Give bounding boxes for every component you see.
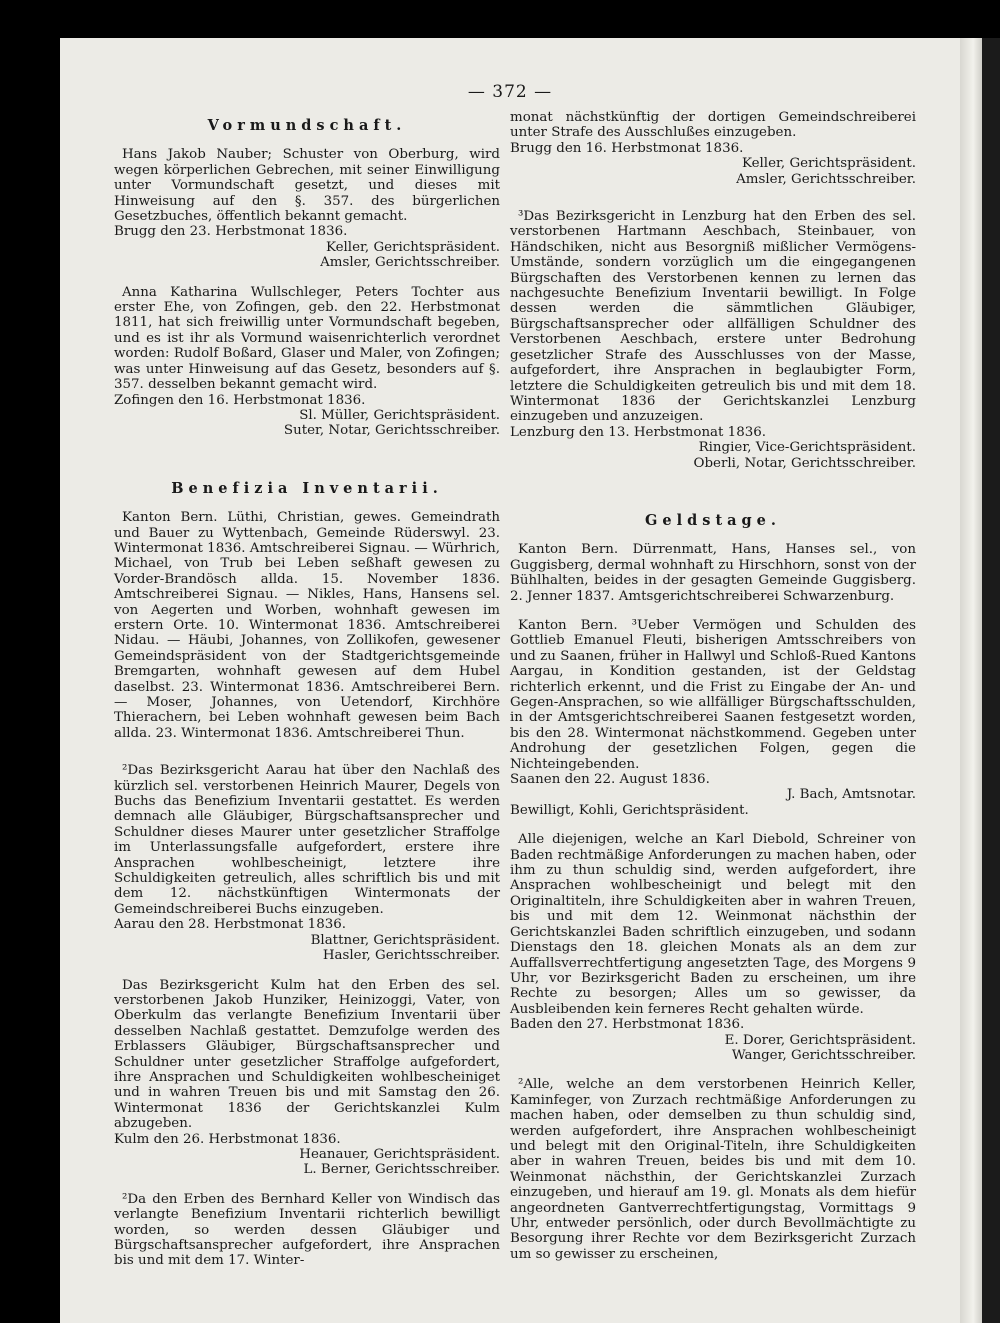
notice-text: ²Da den Erben des Bernhard Keller von Windisch das verlangte Benefizium Inventarii richterlich bewilligt worden, so werden dessen Gläubiger und Bürgschaftsansprecher aufgefordert, ihre Ansprachen bis und mit dem 17. Winter- <box>114 1191 500 1269</box>
notice-dateline: Lenzburg den 13. Herbstmonat 1836. <box>510 424 767 440</box>
notice-signature: Hasler, Gerichtsschreiber. <box>322 948 500 964</box>
section-heading-vormundschaft: Vormundschaft. <box>207 117 407 134</box>
right-column <box>510 110 916 1262</box>
notice-text: Das Bezirksgericht Kulm hat den Erben des sel. verstorbenen Jakob Hunziker, Heinizoggi, Vater, von Oberkulm das verlangte Benefizium Inventarii über desselben Nachlaß gestattet. Demzufolge werden des Erblassers Gläubiger, Bürgschaftsansprecher und Schuldner unter gesetzlicher Straffolge aufgefordert, ihre Ansprachen und Schuldigkeiten wohlbescheiniget und in wahren Treuen bis und mit Samstag den 26. Wintermonat 1836 der Gerichtskanzlei Kulm abzugeben. <box>114 977 500 1132</box>
notice-signature: Ringier, Vice-Gerichtspräsident. <box>698 440 916 456</box>
newspaper-page <box>60 38 960 1323</box>
notice-dateline: Zofingen den 16. Herbstmonat 1836. <box>114 392 366 408</box>
notice-signature: Amsler, Gerichtsschreiber. <box>736 171 916 187</box>
section-heading-benefizia: Benefizia Inventarii. <box>171 479 443 497</box>
notice-text: Hans Jakob Nauber; Schuster von Oberburg, wird wegen körperlichen Gebrechen, mit seiner Einwilligung unter Vormundschaft gesetzt, und dieses mit Hinweisung auf den §. 357. des bürgerlichen Gesetzbuches, öffentlich bekannt gemacht. <box>114 147 500 225</box>
notice-signature: Keller, Gerichtspräsident. <box>741 156 916 172</box>
notice-signature: Oberli, Notar, Gerichtsschreiber. <box>693 455 916 471</box>
notice-signature: L. Berner, Gerichtsschreiber. <box>303 1162 500 1178</box>
notice-dateline: Brugg den 16. Herbstmonat 1836. <box>510 140 744 156</box>
left-column <box>114 110 500 1269</box>
notice-signature: Wanger, Gerichtsschreiber. <box>731 1047 916 1063</box>
notice-text: Kanton Bern. ³Ueber Vermögen und Schulden des Gottlieb Emanuel Fleuti, bisherigen Amtsschreibers von und zu Saanen, früher in Hallwyl und Schloß-Rued Kantons Aargau, in Kondition gestanden, ist der Geldstag richterlich erkennt, und die Frist zu Eingabe der An- und Gegen-Ansprachen, so wie allfälliger Bürgschaftsschulden, in der Amtsgerichtschreiberei Saanen festgesetzt worden, bis den 28. Wintermonat nächstkommend. Gegeben unter Androhung der gesetzlichen Folgen, gegen die Nichteingebenden. <box>510 617 916 772</box>
notice-text: Alle diejenigen, welche an Karl Diebold, Schreiner von Baden rechtmäßige Anforderungen zu machen haben, oder ihm zu thun schuldig sind, werden aufgefordert, ihre Ansprachen wohlbescheinigt und belegt mit den Originaltiteln, ihre Schuldigkeiten aber in wahren Treuen, bis und mit dem 12. Weinmonat nächsthin der Gerichtskanzlei Baden schriftlich einzugeben, und sodann Dienstags den 18. gleichen Monats als an dem zur Auffallsverrechtfertigung angesetzten Tage, des Morgens 9 Uhr, vor Bezirksgericht Baden zu erscheinen, um ihre Rechte zu besorgen; Alles um so gewisser, da Ausbleibenden kein ferneres Recht gehalten würde. <box>510 832 916 1017</box>
notice-dateline: Saanen den 22. August 1836. <box>510 772 710 788</box>
scan-border <box>982 38 1000 1323</box>
section-heading-geldstage: Geldstage. <box>645 511 781 529</box>
notice-dateline: Aarau den 28. Herbstmonat 1836. <box>114 917 347 933</box>
notice-dateline: Kulm den 26. Herbstmonat 1836. <box>114 1131 341 1147</box>
notice-signature: Heanauer, Gerichtspräsident. <box>299 1146 500 1162</box>
notice-text: ²Das Bezirksgericht Aarau hat über den Nachlaß des kürzlich sel. verstorbenen Heinrich Maurer, Degels von Buchs das Benefizium Inventarii gestattet. Es werden demnach alle Gläubiger, Bürgschaftsansprecher und Schuldner dieses Maurer unter gesetzlicher Straffolge im Unterlassungsfalle aufgefordert, erstere ihre Ansprachen wohlbescheinigt, letztere ihre Schuldigkeiten getreulich, alles schriftlich bis und mit dem 12. nächstkünftigen Wintermonats der Gemeindschreiberei Buchs einzugeben. <box>114 763 500 917</box>
page-number: — 372 — <box>467 82 553 102</box>
page-edge <box>960 38 982 1323</box>
notice-continuation: monat nächstkünftig der dortigen Gemeindschreiberei unter Strafe des Ausschlußes einzugeben. <box>510 110 916 141</box>
notice-dateline: Baden den 27. Herbstmonat 1836. <box>510 1017 745 1033</box>
notice-dateline: Brugg den 23. Herbstmonat 1836. <box>114 224 348 240</box>
notice-signature: Blattner, Gerichtspräsident. <box>310 932 500 948</box>
notice-signature: Amsler, Gerichtsschreiber. <box>320 255 500 271</box>
notice-text: Kanton Bern. Dürrenmatt, Hans, Hanses sel., von Guggisberg, dermal wohnhaft zu Hirschhorn, sonst von der Bühlhalten, beides in der gesagten Gemeinde Guggisberg. 2. Jenner 1837. Amtsgerichtschreiberei Schwarzenburg. <box>510 542 916 604</box>
notice-signature: Keller, Gerichtspräsident. <box>325 239 500 255</box>
notice-signature: J. Bach, Amtsnotar. <box>786 787 916 803</box>
notice-approval: Bewilligt, Kohli, Gerichtspräsident. <box>510 802 749 818</box>
notice-text: ²Alle, welche an dem verstorbenen Heinrich Keller, Kaminfeger, von Zurzach rechtmäßige Anforderungen zu machen haben, oder demselben zu thun schuldig sind, werden aufgefordert, ihre Ansprachen wohlbescheinigt und belegt mit den Original-Titeln, ihre Schuldigkeiten aber in wahren Treuen, beides bis und mit dem 10. Weinmonat nächsthin, der Gerichtskanzlei Zurzach einzugeben, und hierauf am 19. gl. Monats als dem hiefür angeordneten Gantverrechtfertigungstag, Vormittags 9 Uhr, entweder persönlich, oder durch Bevollmächtigte zu Besorgung ihrer Rechte vor dem Bezirksgericht Zurzach um so gewisser zu erscheinen, <box>510 1077 916 1262</box>
notice-text: Kanton Bern. Lüthi, Christian, gewes. Gemeindrath und Bauer zu Wyttenbach, Gemeinde Rüderswyl. 23. Wintermonat 1836. Amtschreiberei Signau. — Würhrich, Michael, von Trub bei Leben seßhaft gewesen zu Vorder-Brandösch allda. 15. November 1836. Amtschreiberei Signau. — Nikles, Hans, Hansens sel. von Aegerten und Worben, wohnhaft gewesen im erstern Orte. 10. Wintermonat 1836. Amtschreiberei Nidau. — Häubi, Johannes, von Zollikofen, gewesener Gemeindspräsident von der Stadtgerichtsgemeinde Bremgarten, wohnhaft gewesen auf dem Hubel daselbst. 23. Wintermonat 1836. Amtschreiberei Bern. — Moser, Johannes, von Uetendorf, Kirchhöre Thierachern, bei Leben wohnhaft gewesen beim Bach allda. 23. Wintermonat 1836. Amtschreiberei Thun. <box>114 510 500 741</box>
notice-text: Anna Katharina Wullschleger, Peters Tochter aus erster Ehe, von Zofingen, geb. den 22. Herbstmonat 1811, hat sich freiwillig unter Vormundschaft begeben, und es ist ihr als Vormund waisenrichterlich verordnet worden: Rudolf Boßard, Glaser und Maler, von Zofingen; was unter Hinweisung auf das Gesetz, besonders auf §. 357. desselben bekannt gemacht wird. <box>114 284 500 393</box>
notice-signature: Sl. Müller, Gerichtspräsident. <box>299 407 500 423</box>
notice-signature: Suter, Notar, Gerichtsschreiber. <box>283 423 500 439</box>
notice-signature: E. Dorer, Gerichtspräsident. <box>724 1032 916 1048</box>
notice-text: ³Das Bezirksgericht in Lenzburg hat den Erben des sel. verstorbenen Hartmann Aeschbach, Steinbauer, von Händschiken, nicht aus Besorgniß mißlicher Vermögens-Umstände, sondern vorzüglich um die eingegangenen Bürgschaften des Verstorbenen kennen zu lernen das nachgesuchte Benefizium Inventarii bewilligt. In Folge dessen werden die sämmtlichen Gläubiger, Bürgschaftsansprecher oder allfälligen Schuldner des Verstorbenen Aeschbach, erstere unter Bedrohung gesetzlicher Strafe des Ausschlusses von der Masse, aufgefordert, ihre Ansprachen in beglaubigter Form, letztere die Schuldigkeiten getreulich bis und mit dem 18. Wintermonat 1836 der Gerichtskanzlei Lenzburg einzugeben und anzuzeigen. <box>510 209 916 425</box>
